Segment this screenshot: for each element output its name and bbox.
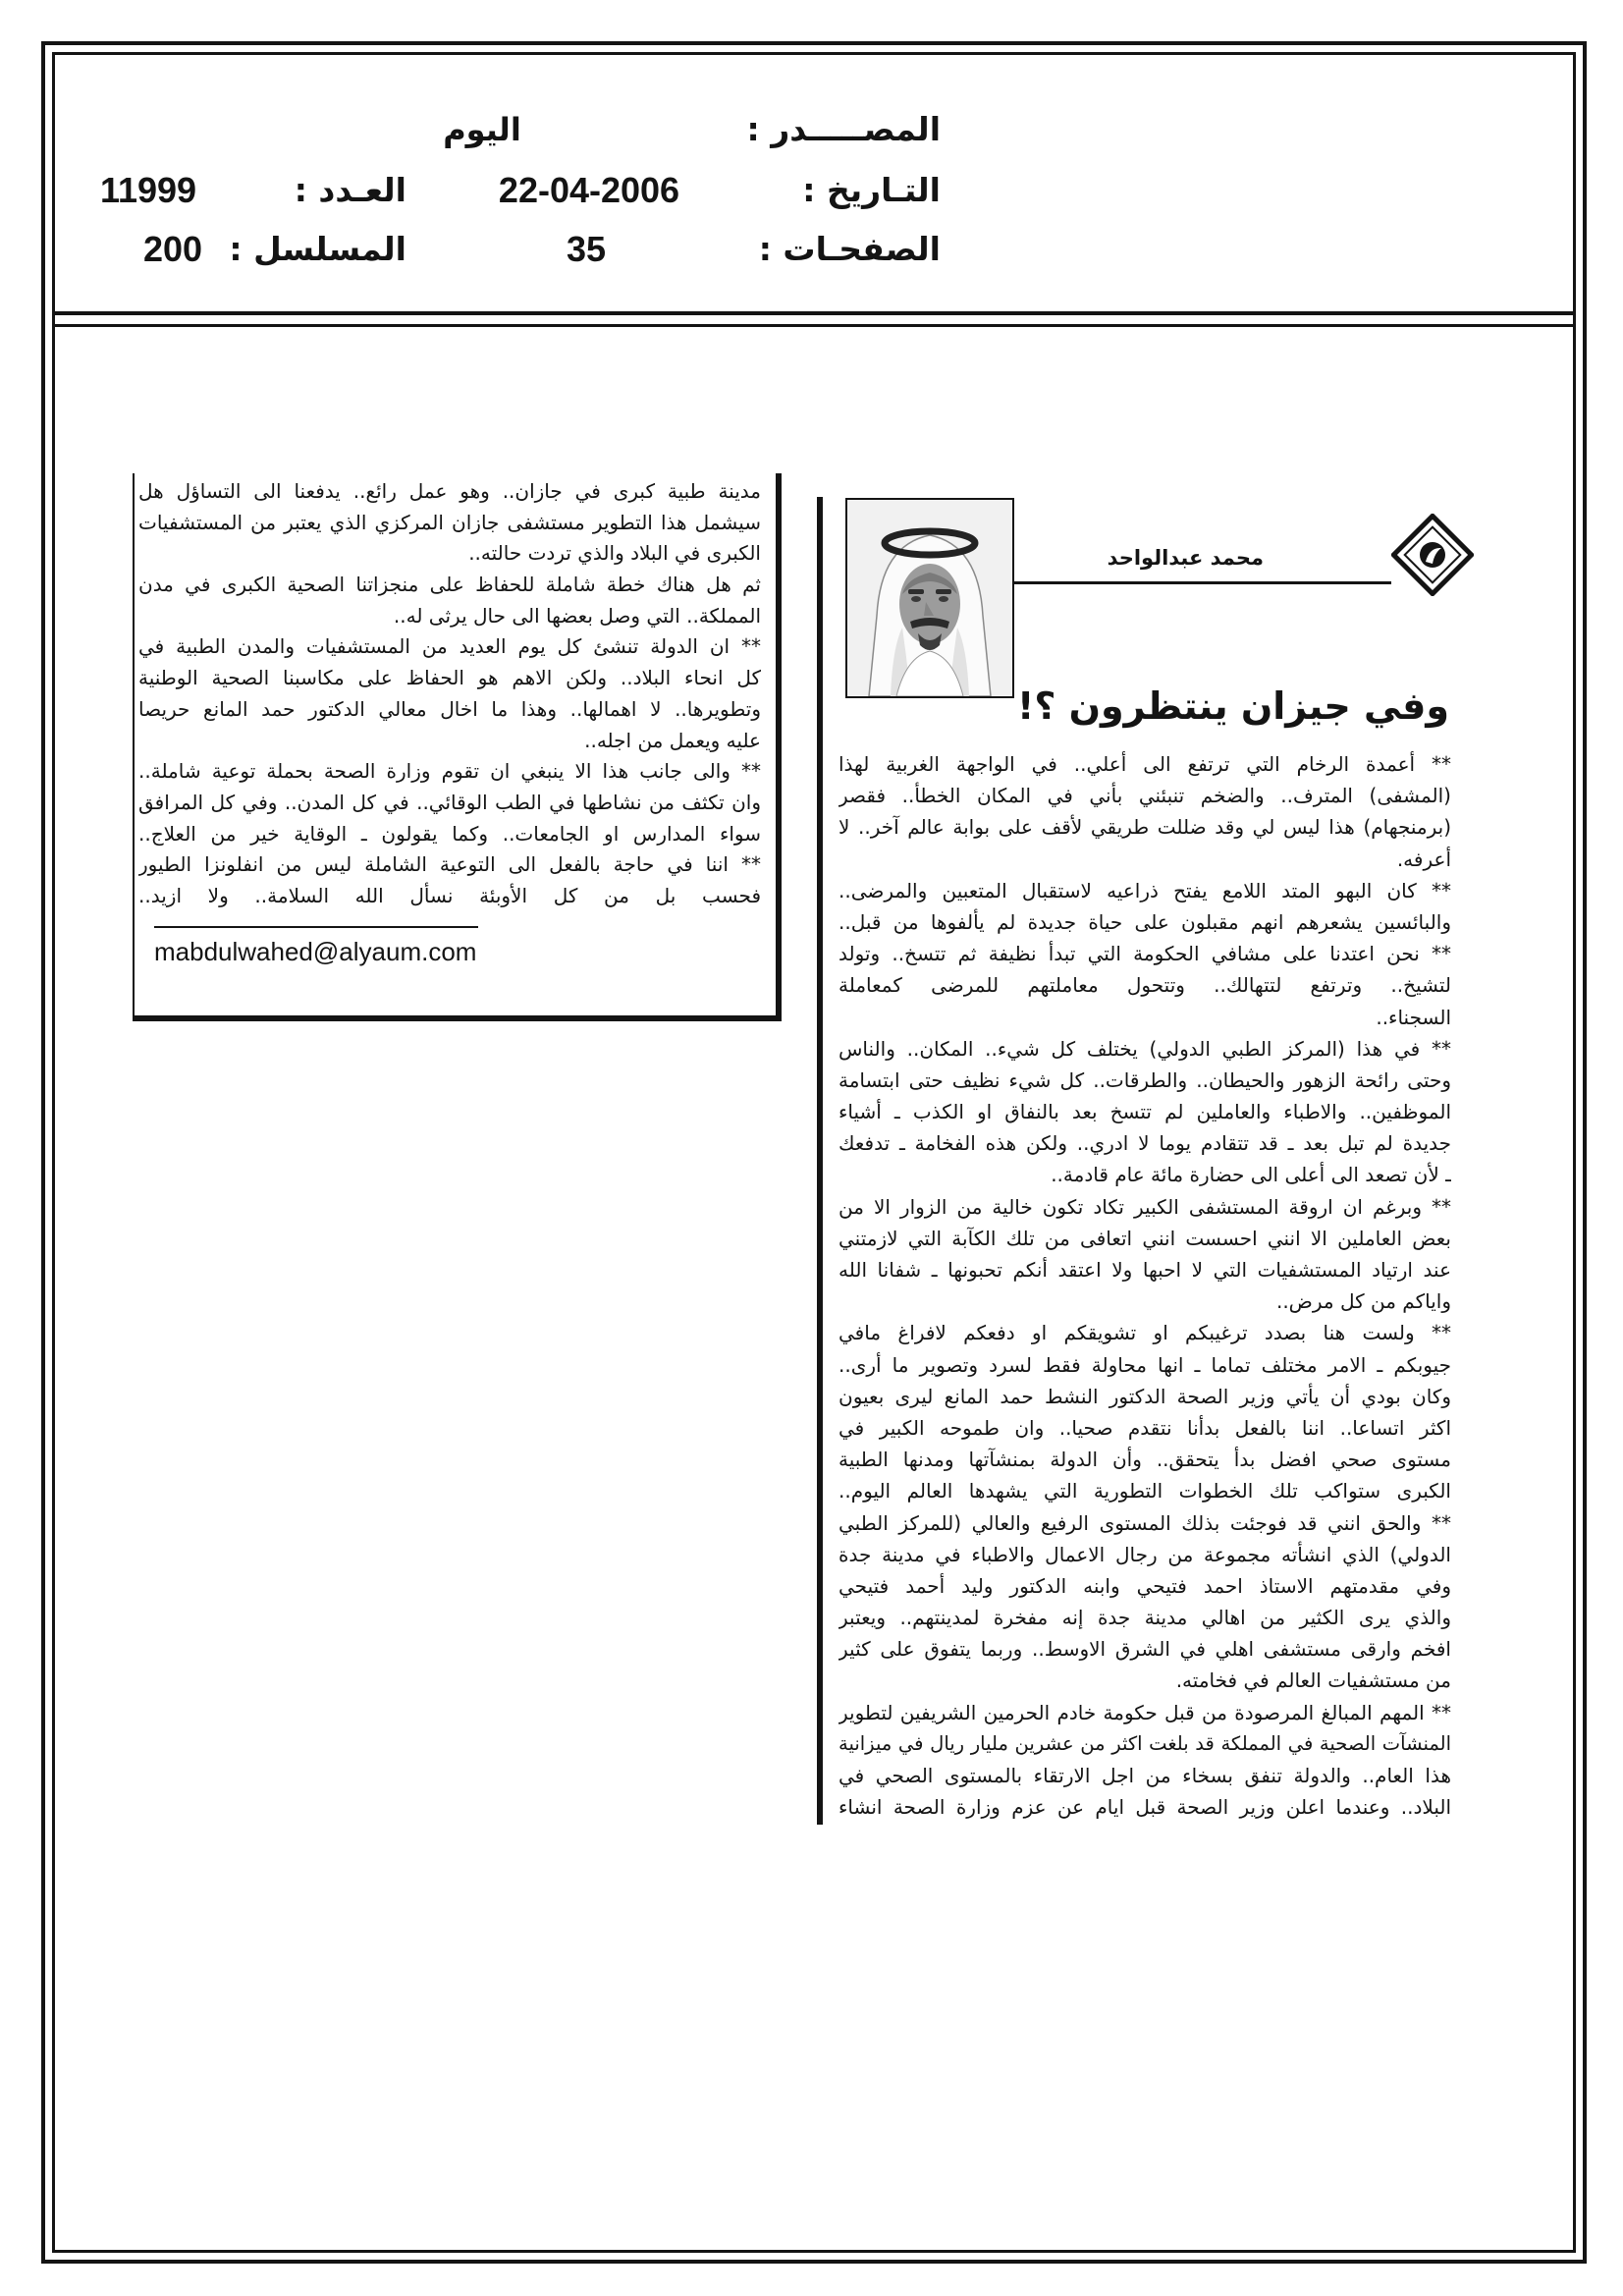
article-line: عند ارتياد المستشفيات التي لا احبها ولا اعتقد أنكم تحبونها ـ شفانا الله [839, 1258, 1451, 1282]
pages-value: 35 [566, 229, 607, 269]
article-line: والذي يرى الكثير من اهالي مدينة جدة إنه مفخرة لمدينتهم.. ويعتبر [839, 1606, 1451, 1630]
article-line: السجناء.. [1376, 1005, 1451, 1029]
article-line: وان تكثف من نشاطها في الطب الوقائي.. في كل المدن.. وفي كل المرافق [138, 790, 761, 814]
article-line: ** اننا في حاجة بالفعل الى التوعية الشاملة ليس من انفلونزا الطيور [138, 852, 761, 877]
date-label: التـاريخ : [802, 171, 941, 209]
author-photo [845, 498, 1014, 698]
article-line: كل انحاء البلاد.. ولكن الاهم هو الحفاظ على مكاسبنا الصحية الوطنية [138, 666, 761, 690]
serial-label: المسلسل : [229, 230, 406, 268]
article-line: ـ لأن تصعد الى أعلى الى حضارة مائة عام قادمة.. [1051, 1163, 1451, 1187]
author-name-underline [1014, 581, 1391, 584]
article-line: أعرفه. [1396, 847, 1451, 871]
article-line: ** والى جانب هذا الا ينبغي ان تقوم وزارة الصحة بحملة توعية شاملة.. [138, 759, 761, 784]
article-line: وكان بودي أن يأتي وزير الصحة الدكتور النشط حمد المانع ليرى بعيون [839, 1384, 1451, 1408]
issue-value: 11999 [99, 170, 197, 210]
article-line: هذا العام.. والدولة تنفق بسخاء من اجل الارتقاء بالمستوى الصحي في [839, 1764, 1451, 1787]
article-line: اكثر اتساعا.. اننا بالفعل بدأنا نتقدم صحيا.. وان طموحه الكبير في [839, 1415, 1451, 1440]
author-email: mabdulwahed@alyaum.com [154, 937, 477, 966]
article-left-column [138, 476, 761, 912]
article-line: ** والحق انني قد فوجئت بذلك المستوى الرفيع والعالي (للمركز الطبي [839, 1510, 1451, 1535]
article-line: البلاد.. وعندما اعلن وزير الصحة قبل ايام عن عزم وزارة الصحة انشاء [839, 1795, 1451, 1820]
source-label: المصـــــدر : [746, 110, 941, 148]
source-value: اليوم [443, 111, 521, 148]
article-line: الدولي) الذي انشأته مجموعة من رجال الاعمال والاطباء في مدينة جدة [839, 1542, 1451, 1566]
article-line: لتشيخ.. وترتفع لتتهالك.. وتتحول معاملتهم للمرضى كمعاملة [839, 973, 1451, 998]
article-line: فحسب بل من كل الأوبئة نسأل الله السلامة.. ولا ازيد.. [138, 883, 761, 907]
article-line: الموظفين.. والاطباء والعاملين لم تتسخ بعد بالنفاق او الكذب ـ أشياء [839, 1100, 1451, 1124]
article-line: سواء المدارس او الجامعات.. وكما يقولون ـ الوقاية خير من العلاج.. [138, 821, 761, 846]
email-divider [154, 926, 478, 928]
article-line: جديدة لم تبل بعد ـ قد تتقادم يوما لا ادري.. ولكن هذه الفخامة ـ تدفعك [839, 1131, 1451, 1156]
article-line: (المشفى) المترف.. والضخم تنبئني بأني في المكان الخطأ.. فقصر [839, 784, 1451, 808]
article-line: ** ان الدولة تنشئ كل يوم العديد من المستشفيات والمدن الطبية في [138, 634, 761, 659]
article-line: المنشآت الصحية في المملكة قد بلغت اكثر من عشرين مليار ريال في ميزانية [839, 1731, 1451, 1755]
article-line: ** أعمدة الرخام التي ترتفع الى أعلي.. في الواجهة الغربية لهذا [839, 752, 1451, 776]
article-line: ** ولست هنا بصدد ترغيبكم او تشويقكم او دفعكم لافراغ مافي [839, 1321, 1451, 1345]
header-divider-thin [52, 324, 1576, 327]
article-line: مدينة طبية كبرى في جازان.. وهو عمل رائع.. يدفعنا الى التساؤل هل [138, 479, 761, 503]
serial-value: 200 [142, 229, 203, 269]
diamond-logo-icon [1391, 514, 1474, 596]
article-line: الكبرى في البلاد والذي تردت حالته.. [468, 541, 761, 566]
article-line: وتطويرها.. لا اهمالها.. وهذا ما اخال معالي الدكتور حمد المانع حريصا [138, 696, 761, 721]
article-line: سيشمل هذا التطوير مستشفى جازان المركزي الذي يعتبر من المستشفيات [138, 510, 761, 534]
article-line: ثم هل هناك خطة شاملة للحفاظ على منجزاتنا الصحية الكبرى في مدن [138, 573, 761, 597]
article-line: من مستشفيات العالم في فخامته. [1175, 1668, 1451, 1693]
article-line: ** نحن اعتدنا على مشافي الحكومة التي تبدأ نظيفة ثم تتسخ.. وتولد [839, 942, 1451, 966]
column-border-rule [817, 497, 823, 1825]
article-line: ** في هذا (المركز الطبي الدولي) يختلف كل شيء.. المكان.. والناس [839, 1036, 1451, 1061]
article-line: الكبرى ستواكب تلك الخطوات التطورية التي يشهدها العالم اليوم.. [839, 1479, 1451, 1503]
author-portrait [847, 500, 1012, 696]
article-line: افخم وارقى مستشفى اهلي في الشرق الاوسط.. وربما يتفوق على كثير [839, 1637, 1451, 1662]
article-line: ** المهم المبالغ المرصودة من قبل حكومة خادم الحرمين الشريفين لتطوير [839, 1700, 1451, 1724]
article-line: مستوى صحي افضل بدأ يتحقق.. وأن الدولة بمنشآتها ومدنها الطبية [839, 1448, 1451, 1472]
article-line: ** كان البهو المتد اللامع يفتح ذراعيه لاستقبال المتعبين والمرضى.. [839, 878, 1451, 902]
author-name: محمد عبدالواحد [1107, 546, 1264, 570]
header-divider-thick [52, 311, 1576, 315]
pages-label: الصفحـات : [758, 230, 941, 268]
article-line: (برمنجهام) هذا ليس لي وقد ضللت طريقي لأقف على بوابة عالم آخر.. لا [839, 815, 1451, 840]
article-line: جيوبكم ـ الامر مختلف تماما ـ انها محاولة فقط لسرد وتصوير ما أرى.. [839, 1352, 1451, 1377]
date-value: 22-04-2006 [498, 170, 680, 210]
article-line: والبائسين يشعرهم انهم مقبلون على حياة جديدة لم يألفوها من قبل.. [839, 909, 1451, 934]
article-line: وحتى رائحة الزهور والحيطان.. والطرقات.. كل شيء نظيف حتى ابتسامة [839, 1067, 1451, 1092]
article-title: وفي جيزان ينتظرون ؟! [1016, 684, 1449, 728]
article-line: ** وبرغم ان اروقة المستشفى الكبير تكاد تكون خالية من الزوار الا من [839, 1194, 1451, 1219]
article-line: واياكم من كل مرض.. [1275, 1289, 1451, 1314]
article-line: وفي مقدمتهم الاستاذ احمد فتيحي وابنه الدكتور وليد أحمد فتيحي [839, 1573, 1451, 1598]
article-right-column [839, 748, 1451, 1823]
article-line: عليه ويعمل من اجله.. [584, 728, 761, 752]
article-line: المملكة.. التي وصل بعضها الى حال يرثى له.. [393, 603, 761, 628]
issue-label: العـدد : [294, 171, 406, 209]
article-line: بعض العاملين الا انني احسست انني اتعافى من تلك الكآبة التي لازمتني [839, 1226, 1451, 1250]
